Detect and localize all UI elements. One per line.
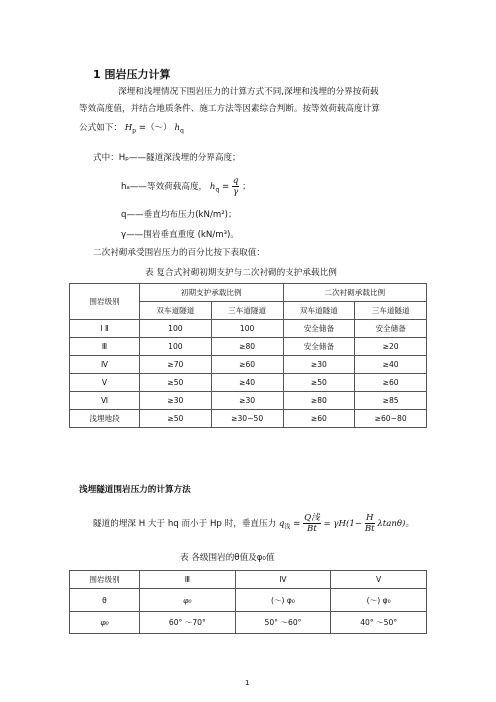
table-cell: 50° ～60°: [235, 612, 331, 634]
table-cell: ≥60: [211, 356, 283, 374]
formula-lhs-sub: p: [132, 127, 137, 135]
q-fraction-den: Bt: [307, 524, 317, 534]
table-cell: ≥80: [211, 338, 283, 356]
formula-rhs-sub: q: [180, 127, 184, 135]
table-cell: 安全储备: [355, 320, 427, 338]
table2-header: Ⅲ: [140, 571, 236, 589]
table2-header: Ⅳ: [235, 571, 331, 589]
table-cell: ≥50: [140, 374, 212, 392]
table-cell: φ₀: [140, 589, 236, 612]
table-cell: ≥30: [140, 392, 212, 410]
table-cell: 100: [140, 338, 212, 356]
table1-subheader: 双车道隧道: [283, 302, 355, 320]
shallow-text: 隧道的埋深 H 大于 hq 而小于 Hp 时，垂直压力: [93, 519, 277, 529]
table-cell: 40° ～50°: [331, 612, 427, 634]
table-cell: Ⅰ Ⅱ: [70, 320, 140, 338]
hq-end: ；: [242, 182, 251, 192]
eq-sign: =: [293, 519, 301, 529]
table-row: [70, 571, 427, 589]
q-symbol: q: [278, 519, 285, 529]
table-cell: 安全储备: [283, 320, 355, 338]
hq-eq-sub: q: [215, 186, 220, 194]
table-cell: ≥40: [355, 356, 427, 374]
table-row: [70, 374, 427, 392]
table1-col-grade: 围岩级别: [70, 284, 140, 320]
table2-caption: 表 各级围岩的θ值及φ₀值: [180, 553, 275, 563]
table-row: [70, 356, 427, 374]
def-hp: 式中：Hₚ——隧道深浅埋的分界高度；: [93, 153, 241, 163]
table1-group-initial: 初期支护承载比例: [140, 284, 284, 302]
q-subscript: 浅: [284, 523, 291, 531]
table-cell: 100: [211, 320, 283, 338]
q-fraction: [303, 513, 321, 534]
table-cell: ≥60: [355, 374, 427, 392]
table-cell: ≥20: [355, 338, 427, 356]
hq-fraction-num: q: [232, 176, 239, 186]
table-row: [70, 612, 427, 634]
table-cell: Ⅵ: [70, 392, 140, 410]
support-ratio-table: [69, 283, 427, 428]
hq-eq-lhs: h: [209, 182, 216, 192]
intro-line-2: 等效高度值，并结合地质条件、施工方法等因素综合判断。按等效荷载高度计算: [79, 104, 380, 114]
h-fraction: [365, 513, 375, 534]
table-cell: ≥80: [283, 392, 355, 410]
table-row: [70, 320, 427, 338]
table-cell: (～) φ₀: [331, 589, 427, 612]
table-cell: ≥85: [355, 392, 427, 410]
table-cell: ≥30: [211, 392, 283, 410]
table2-header: Ⅴ: [331, 571, 427, 589]
table-cell: ≥60~80: [355, 410, 427, 428]
table-cell: φ₀: [70, 612, 140, 634]
table-cell: 100: [140, 320, 212, 338]
table-cell: ≥50: [140, 410, 212, 428]
def-gamma: γ——围岩垂直重度 (kN/m³)。: [121, 230, 239, 240]
formula-lhs: H: [124, 123, 133, 133]
h-fraction-den: Bt: [364, 524, 375, 534]
table1-subheader: 三车道隧道: [211, 302, 283, 320]
formula-line: [79, 122, 184, 138]
def-hq: hₐ——等效荷载高度， $h_q$ = $\frac{q}{\gamma}$ ；: [121, 176, 251, 197]
table-cell: ≥30: [283, 356, 355, 374]
shallow-formula-line: [93, 513, 414, 534]
table2-header: 围岩级别: [70, 571, 140, 589]
table-row: [70, 589, 427, 612]
table1-group-secondary: 二次衬砌承载比例: [283, 284, 427, 302]
formula-rhs: h: [174, 123, 181, 133]
ratio-note: 二次衬砌承受围岩压力的百分比按下表取值：: [93, 248, 265, 258]
hq-fraction: [232, 176, 240, 197]
table-cell: Ⅳ: [70, 356, 140, 374]
table1-caption: 表 复合式衬砌初期支护与二次衬砌的支护承载比例: [145, 268, 337, 278]
shallow-tunnel-heading: 浅埋隧道围岩压力的计算方法: [79, 485, 191, 495]
section-heading: 1 围岩压力计算: [93, 68, 171, 81]
formula-mid: =（～）: [138, 123, 172, 133]
table-cell: ≥30~50: [211, 410, 283, 428]
formula-middle: = γH(1−: [323, 519, 363, 529]
hq-fraction-den: γ: [233, 187, 239, 197]
def-q: q——垂直均布压力(kN/m²)；: [121, 210, 237, 220]
table-cell: θ: [70, 589, 140, 612]
q-fraction-num: Q浅: [304, 513, 320, 523]
def-hq-text: hₐ——等效荷载高度，: [121, 182, 208, 192]
table-cell: ≥70: [140, 356, 212, 374]
table-cell: ≥60: [283, 410, 355, 428]
table-cell: ≥40: [211, 374, 283, 392]
table-cell: Ⅴ: [70, 374, 140, 392]
intro-line-1: 深埋和浅埋情况下围岩压力的计算方式不同,深埋和浅埋的分界按荷载: [118, 87, 379, 97]
h-fraction-num: H: [365, 513, 374, 523]
table-cell: (～) φ₀: [235, 589, 331, 612]
table1-subheader: 双车道隧道: [140, 302, 212, 320]
table-row: [70, 338, 427, 356]
table1-subheader: 三车道隧道: [355, 302, 427, 320]
formula-tail: λtanθ)。: [377, 519, 415, 529]
table-cell: ≥50: [283, 374, 355, 392]
page-number: 1: [245, 679, 250, 687]
table-cell: 安全储备: [283, 338, 355, 356]
table-cell: 浅埋地段: [70, 410, 140, 428]
table-cell: 60° ～70°: [140, 612, 236, 634]
table-row: [70, 410, 427, 428]
formula-prefix: 公式如下：: [79, 123, 122, 133]
table-row: [70, 392, 427, 410]
theta-phi-table: [69, 570, 427, 634]
table-cell: Ⅲ: [70, 338, 140, 356]
